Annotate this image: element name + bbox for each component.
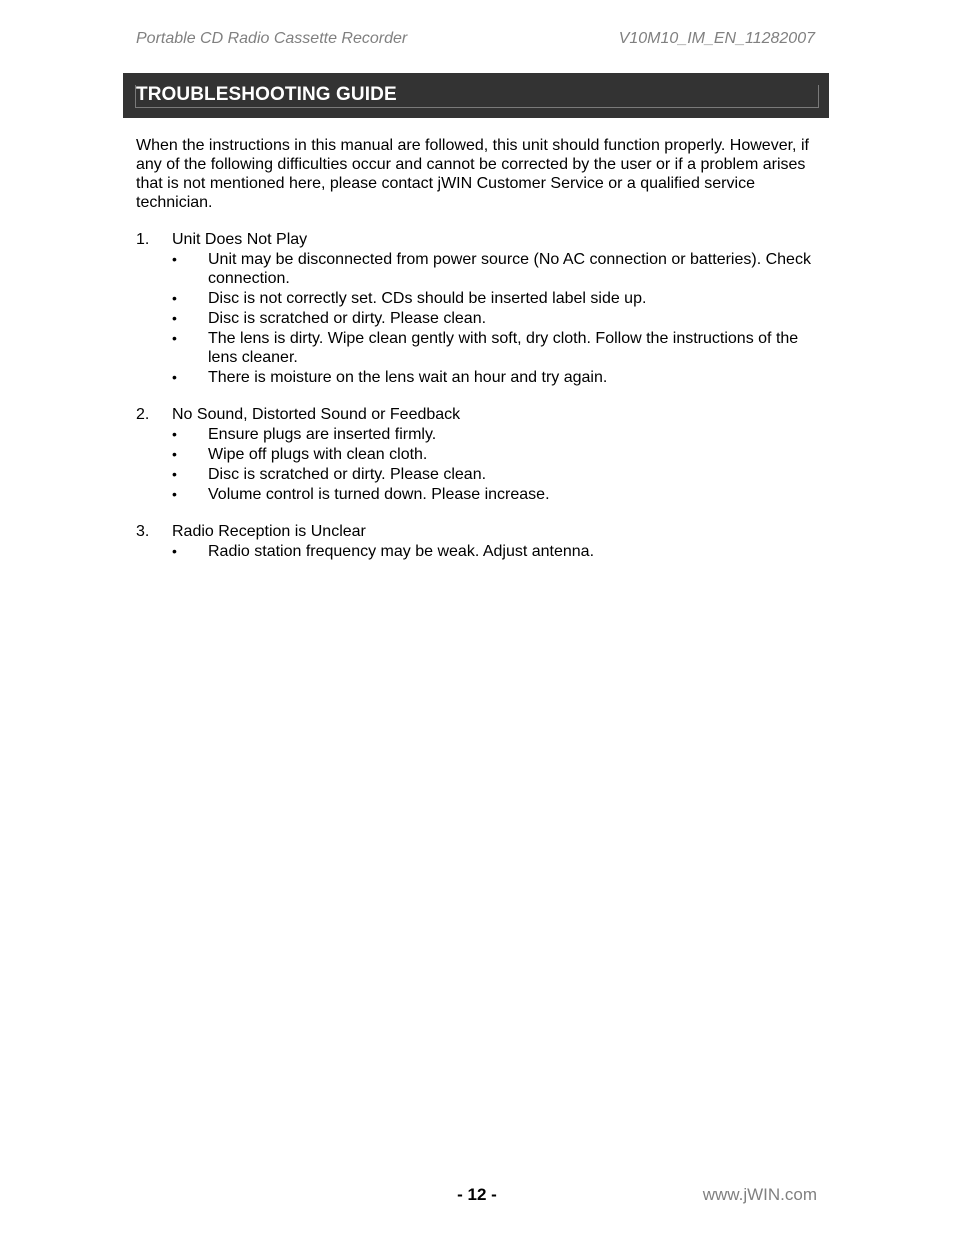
- section-title: Unit Does Not Play: [172, 231, 308, 248]
- bullet-text: Wipe off plugs with clean cloth.: [208, 446, 428, 463]
- bullet-icon: •: [172, 486, 177, 502]
- section-number: 3.: [136, 523, 150, 540]
- bullet-list: [136, 250, 820, 387]
- bullet-icon: •: [172, 543, 177, 559]
- section-title: Radio Reception is Unclear: [172, 523, 366, 540]
- bullet-icon: •: [172, 310, 177, 326]
- section-title: No Sound, Distorted Sound or Feedback: [172, 406, 461, 423]
- section-heading: [136, 522, 820, 541]
- bullet-text: The lens is dirty. Wipe clean gently with soft, dry cloth. Follow the instructions of the lens cleaner.: [208, 330, 799, 366]
- footer-website: www.jWIN.com: [702, 1185, 817, 1204]
- troubleshooting-section: [136, 522, 820, 561]
- list-item: [136, 542, 820, 561]
- list-item: [136, 485, 820, 504]
- list-item: [136, 368, 820, 387]
- bullet-icon: •: [172, 426, 177, 442]
- bullet-icon: •: [172, 290, 177, 306]
- bullet-text: There is moisture on the lens wait an hour and try again.: [208, 369, 608, 386]
- bullet-text: Radio station frequency may be weak. Adjust antenna.: [208, 543, 595, 560]
- bullet-text: Disc is scratched or dirty. Please clean.: [208, 310, 487, 327]
- bullet-list: [136, 425, 820, 504]
- troubleshooting-sections: [136, 230, 820, 561]
- section-number: 2.: [136, 406, 150, 423]
- list-item: [136, 309, 820, 328]
- bullet-text: Ensure plugs are inserted firmly.: [208, 426, 437, 443]
- header-document-code: V10M10_IM_EN_11282007: [618, 30, 815, 47]
- main-content: [136, 136, 820, 579]
- section-heading: [136, 405, 820, 424]
- header-document-title: Portable CD Radio Cassette Recorder: [136, 30, 408, 47]
- list-item: [136, 425, 820, 444]
- page-number: - 12 -: [457, 1185, 497, 1204]
- bullet-icon: •: [172, 466, 177, 482]
- bullet-text: Volume control is turned down. Please increase.: [208, 486, 550, 503]
- list-item: [136, 329, 820, 367]
- list-item: [136, 465, 820, 484]
- section-title-bar: [123, 73, 829, 118]
- list-item: [136, 445, 820, 464]
- bullet-text: Disc is scratched or dirty. Please clean.: [208, 466, 487, 483]
- list-item: [136, 289, 820, 308]
- list-item: [136, 250, 820, 288]
- bullet-icon: •: [172, 330, 177, 346]
- bullet-text: Unit may be disconnected from power source (No AC connection or batteries). Check connection.: [208, 251, 811, 287]
- bullet-icon: •: [172, 251, 177, 267]
- bullet-icon: •: [172, 446, 177, 462]
- bullet-icon: •: [172, 369, 177, 385]
- bullet-text: Disc is not correctly set. CDs should be inserted label side up.: [208, 290, 647, 307]
- troubleshooting-section: [136, 230, 820, 387]
- page-title: TROUBLESHOOTING GUIDE: [136, 84, 397, 105]
- section-number: 1.: [136, 231, 150, 248]
- troubleshooting-section: [136, 405, 820, 504]
- intro-paragraph: When the instructions in this manual are followed, this unit should function properly. However, if any of the following difficulties occur and cannot be corrected by the user or if a problem arises that is not mentioned here, please contact jWIN Customer Service or a qualified service technician.: [136, 137, 809, 211]
- bullet-list: [136, 542, 820, 561]
- section-heading: [136, 230, 820, 249]
